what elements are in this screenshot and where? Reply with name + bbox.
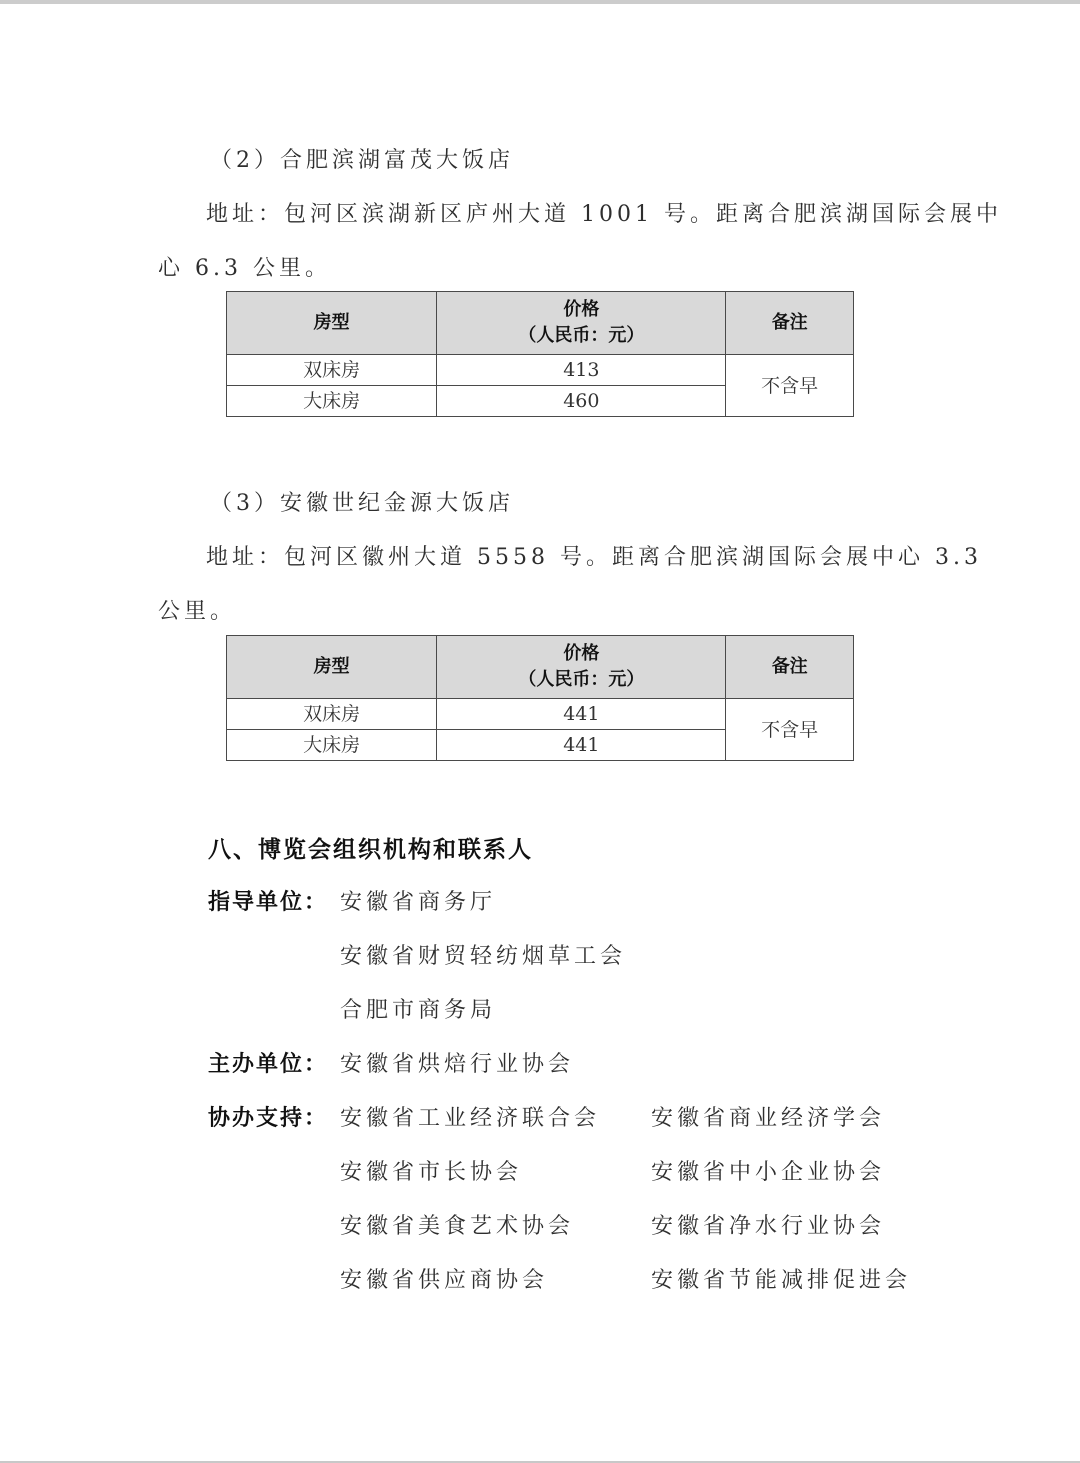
support-unit: 安徽省美食艺术协会 xyxy=(340,1214,575,1239)
support-unit: 安徽省节能减排促进会 xyxy=(651,1268,912,1293)
hotel-2-address-line2: 心 6.3 公里。 xyxy=(158,256,331,281)
hotel-2-title: （2）合肥滨湖富茂大饭店 xyxy=(210,148,514,173)
table-row xyxy=(227,355,854,386)
header-price-line2: （人民币：元） xyxy=(518,669,645,690)
support-unit: 安徽省工业经济联合会 xyxy=(340,1106,601,1131)
header-price xyxy=(437,292,726,355)
header-price xyxy=(437,636,726,699)
guidance-unit: 安徽省财贸轻纺烟草工会 xyxy=(340,944,627,969)
header-note: 备注 xyxy=(726,292,854,355)
page-top-edge xyxy=(0,0,1080,4)
hotel-3-address-line1: 地址：包河区徽州大道 5558 号。距离合肥滨湖国际会展中心 3.3 xyxy=(206,545,982,570)
room-type-cell: 大床房 xyxy=(227,730,437,761)
support-unit: 安徽省净水行业协会 xyxy=(651,1214,886,1239)
guidance-label: 指导单位： xyxy=(208,890,329,915)
room-type-cell: 双床房 xyxy=(227,699,437,730)
host-label: 主办单位： xyxy=(208,1052,329,1077)
header-note: 备注 xyxy=(726,636,854,699)
guidance-unit: 合肥市商务局 xyxy=(340,998,497,1023)
header-room-type: 房型 xyxy=(227,636,437,699)
header-room-type: 房型 xyxy=(227,292,437,355)
table-header-row xyxy=(227,636,854,699)
support-unit: 安徽省市长协会 xyxy=(340,1160,523,1185)
guidance-unit: 安徽省商务厅 xyxy=(340,890,497,915)
support-unit: 安徽省供应商协会 xyxy=(340,1268,549,1293)
room-type-cell: 双床房 xyxy=(227,355,437,386)
table-row xyxy=(227,699,854,730)
price-cell: 460 xyxy=(437,386,726,417)
hotel-3-price-table xyxy=(226,635,854,761)
support-label: 协办支持： xyxy=(208,1106,329,1131)
support-unit: 安徽省商业经济学会 xyxy=(651,1106,886,1131)
hotel-2-address-line1: 地址：包河区滨湖新区庐州大道 1001 号。距离合肥滨湖国际会展中 xyxy=(206,202,1002,227)
hotel-2-price-table xyxy=(226,291,854,417)
note-cell: 不含早 xyxy=(726,699,854,761)
header-price-line2: （人民币：元） xyxy=(518,325,645,346)
room-type-cell: 大床房 xyxy=(227,386,437,417)
header-price-line1: 价格 xyxy=(563,643,600,664)
price-cell: 441 xyxy=(437,730,726,761)
support-unit: 安徽省中小企业协会 xyxy=(651,1160,886,1185)
hotel-3-title: （3）安徽世纪金源大饭店 xyxy=(210,491,514,516)
note-cell: 不含早 xyxy=(726,355,854,417)
host-unit: 安徽省烘焙行业协会 xyxy=(340,1052,575,1077)
price-cell: 441 xyxy=(437,699,726,730)
price-cell: 413 xyxy=(437,355,726,386)
hotel-3-address-line2: 公里。 xyxy=(158,599,237,624)
table-header-row xyxy=(227,292,854,355)
section-title: 八、博览会组织机构和联系人 xyxy=(208,837,533,863)
header-price-line1: 价格 xyxy=(563,299,600,320)
